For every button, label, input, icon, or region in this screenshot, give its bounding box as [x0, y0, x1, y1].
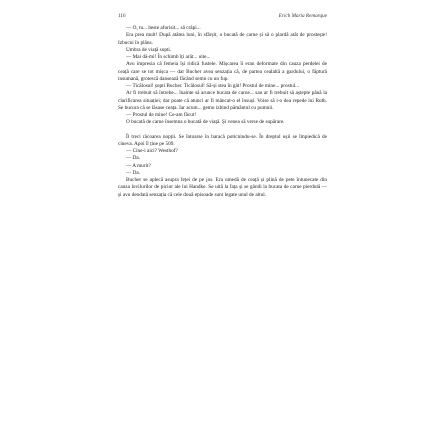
paragraph: — A murit?	[126, 162, 151, 169]
paragraph: Umbra de viață sopti.	[126, 46, 172, 53]
paragraph: — Mai dă-mi! În schimb îți arăt... uite...	[126, 54, 211, 61]
paragraph: Ar fi trebuit să întrebe... înainte să arunce bucata de carne... sau ar fi trebuit să aștepte până la clarificarea situației; dar poate că atunci ar fi mâncat-o el însuși. Voise să i-o dea repede lui Ruth. Se bucura că se lăsase ceața. Iar acum... gemu izbind pământul cu pumnii.	[118, 90, 327, 111]
paragraph: — Prostul de mine! Ce-am făcut!	[126, 112, 197, 119]
paragraph: Îl treci răcoarea nopții. Se întoarse în baracă poticnindu-se. În dreptul ușii se împiedică de cineva. Apoi îl ține pe 509.	[118, 133, 327, 147]
paragraph: — Ticălosul! șopti Bucher. Ticălosul! Să-și stea în gât! Prostul de mine... prostul...	[126, 83, 300, 90]
body-text	[118, 25, 327, 199]
running-title: Erich Maria Remarque	[278, 13, 327, 19]
paragraph: Era prea mult! După atâtea luni, în sfârșit, o bucată de carne și să o plardă atât de prostește! Izbucni în plâns.	[118, 32, 327, 46]
paragraph: — Da.	[126, 155, 140, 162]
paragraph: — Cine-i aici? Westhof?	[126, 148, 178, 155]
running-head	[118, 14, 327, 19]
paragraph: — Da.	[126, 169, 140, 176]
page-number: 116	[118, 13, 126, 19]
paragraph: — O, tu... beste afurisit... să crăpi...	[126, 25, 201, 32]
paragraph: O bucată de carne însemna o bucată de viață. Și venea să verse de supărare.	[126, 119, 285, 126]
paragraph: Avu impresia că femeia își ridică fustele. Mișcarea îi eran deformate din cauza perdelei de ceață care se tot mișca — dar Bucher avea senzația că, de partea cealaltă a gardului, o făptură insumană, grotescă dansează făcând semn cu un fup.	[118, 61, 327, 82]
paragraph: Bucher se aplecă asupra feței de pe jos. Era umedă de ceață și plină de pete întunecate din cauza lovilurilor de picior ale lui Handke. Se uită la fața și se gândi la bucata de carne pierdută — și avu deodată senzația că cele două episoade sunt legate unul de altul.	[118, 177, 327, 198]
